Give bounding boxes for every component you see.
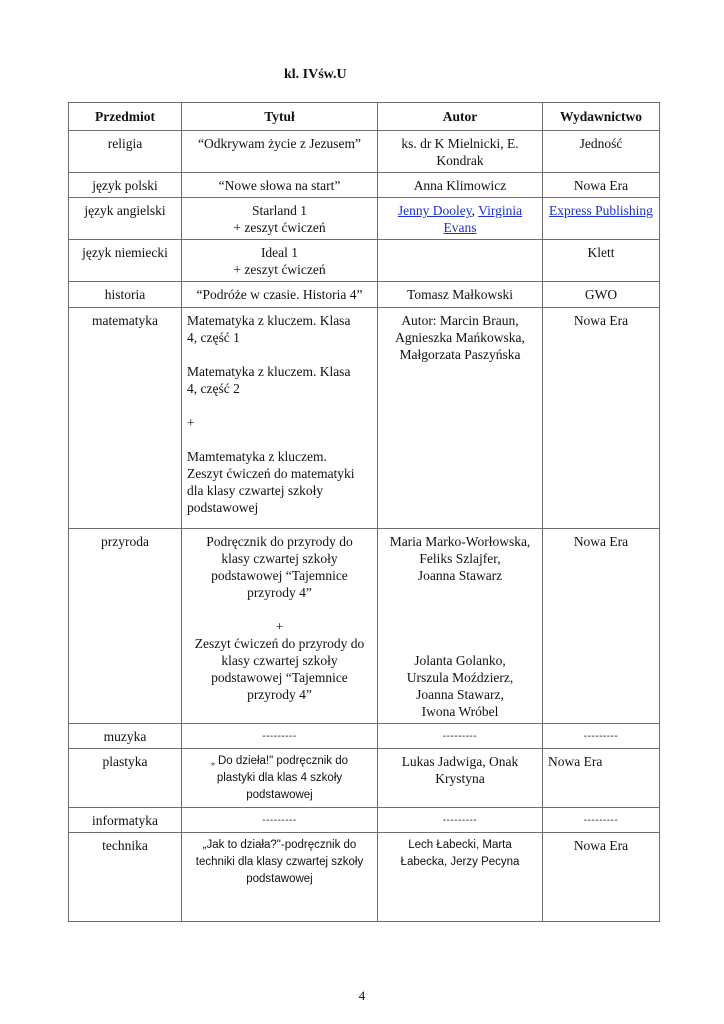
publisher-cell: Nowa Era	[543, 833, 660, 922]
author-line: Joanna Stawarz,	[416, 687, 504, 702]
title-cell	[182, 833, 378, 922]
title-line: Podręcznik do przyrody do	[206, 534, 353, 549]
author-cell	[378, 749, 543, 808]
title-line: podstawowej	[187, 500, 259, 515]
publisher-link[interactable]: Express Publishing	[549, 203, 653, 218]
title-line: Ideal 1	[260, 245, 299, 260]
title-cell	[182, 198, 378, 240]
publisher-cell: ---------	[543, 808, 660, 833]
publisher-cell: Nowa Era	[543, 173, 660, 198]
publisher-cell: Nowa Era	[543, 529, 660, 724]
title-line: klasy czwartej szkoły	[221, 653, 338, 668]
author-cell	[378, 833, 543, 922]
author-cell: ---------	[378, 808, 543, 833]
author-line: Joanna Stawarz	[417, 568, 503, 583]
author-cell	[378, 173, 543, 198]
table-header-row	[69, 103, 660, 131]
author-line: Jolanta Golanko,	[414, 653, 506, 668]
title-cell: ---------	[182, 808, 378, 833]
publisher-cell	[543, 198, 660, 240]
title-cell	[182, 131, 378, 173]
title-cell	[182, 173, 378, 198]
author-cell	[378, 131, 543, 173]
title-line: Starland 1	[251, 203, 308, 218]
table-row	[69, 749, 660, 808]
author-line: Małgorzata Paszyńska	[399, 347, 521, 362]
title-line: plastyki dla klas 4 szkoły	[216, 772, 343, 784]
title-line: + zeszyt ćwiczeń	[233, 262, 326, 277]
subject-cell: przyroda	[69, 529, 182, 724]
subject-cell: język polski	[69, 173, 182, 198]
table-row	[69, 529, 660, 724]
table-row	[69, 282, 660, 308]
table-row	[69, 131, 660, 173]
author-cell	[378, 308, 543, 529]
title-line: Matematyka z kluczem. Klasa	[187, 313, 351, 328]
author-line: ks. dr K Mielnicki, E.	[401, 136, 519, 151]
author-cell: ---------	[378, 724, 543, 749]
title-line: podstawowej “Tajemnice	[211, 670, 348, 685]
author-link-virginia-evans-cont[interactable]: Evans	[443, 220, 477, 235]
title-line: 4, część 1	[187, 330, 240, 345]
textbook-table	[68, 102, 660, 922]
author-line: Autor: Marcin Braun,	[401, 313, 519, 328]
author-line: Urszula Moździerz,	[406, 670, 514, 685]
table-row	[69, 240, 660, 282]
title-line: +	[187, 415, 195, 430]
title-line: podstawowej	[246, 873, 313, 885]
author-line: Feliks Szlajfer,	[419, 551, 501, 566]
table-row	[69, 308, 660, 529]
title-line: + zeszyt ćwiczeń	[233, 220, 326, 235]
publisher-cell: Nowa Era	[543, 749, 660, 808]
publisher-cell: ---------	[543, 724, 660, 749]
table-row	[69, 173, 660, 198]
publisher-cell: Nowa Era	[543, 308, 660, 529]
title-line: „ Do dzieła!" podręcznik do	[210, 755, 349, 767]
title-cell	[182, 282, 378, 308]
publisher-cell: GWO	[543, 282, 660, 308]
title-line: 4, część 2	[187, 381, 240, 396]
author-link-jenny-dooley[interactable]: Jenny Dooley	[397, 203, 472, 218]
subject-cell: plastyka	[69, 749, 182, 808]
header-subject: Przedmiot	[69, 103, 182, 131]
title-line: Zeszyt ćwiczeń do przyrody do	[194, 636, 365, 651]
title-line: „Jak to działa?"-podręcznik do	[202, 839, 357, 851]
document-title: kl. IVśw.U	[284, 67, 347, 82]
author-line: Lech Łabecki, Marta	[408, 839, 512, 851]
publisher-cell: Jedność	[543, 131, 660, 173]
subject-cell: technika	[69, 833, 182, 922]
page-number: 4	[358, 988, 366, 1003]
title-line: Matematyka z kluczem. Klasa	[187, 364, 351, 379]
header-title: Tytuł	[182, 103, 378, 131]
author-line: Krystyna	[435, 771, 485, 786]
title-line: podstawowej	[246, 789, 313, 801]
title-line: “Odkrywam życie z Jezusem”	[197, 136, 362, 151]
title-cell	[182, 529, 378, 724]
header-publisher: Wydawnictwo	[543, 103, 660, 131]
author-line: Kondrak	[436, 153, 484, 168]
title-line: podstawowej “Tajemnice	[211, 568, 348, 583]
title-line: przyrody 4”	[247, 687, 312, 702]
title-cell: ---------	[182, 724, 378, 749]
title-line: +	[275, 619, 284, 634]
title-line: “Podróże w czasie. Historia 4”	[196, 287, 363, 302]
subject-cell: muzyka	[69, 724, 182, 749]
author-line: Lukas Jadwiga, Onak	[401, 754, 519, 769]
title-line: dla klasy czwartej szkoły	[187, 483, 324, 498]
title-line: przyrody 4”	[247, 585, 312, 600]
author-cell: Jenny Dooley, Virginia Evans	[378, 198, 543, 240]
author-link-virginia-evans[interactable]: Virginia	[478, 203, 523, 218]
author-line: Agnieszka Mańkowska,	[395, 330, 525, 345]
publisher-cell: Klett	[543, 240, 660, 282]
title-line: Mamtematyka z kluczem.	[187, 449, 327, 464]
author-line: Tomasz Małkowski	[407, 287, 513, 302]
subject-cell: język niemiecki	[69, 240, 182, 282]
subject-cell: informatyka	[69, 808, 182, 833]
author-line: Iwona Wróbel	[421, 704, 499, 719]
title-cell	[182, 308, 378, 529]
author-line: Anna Klimowicz	[413, 178, 507, 193]
author-line: Maria Marko-Worłowska,	[389, 534, 531, 549]
title-line: Zeszyt ćwiczeń do matematyki	[187, 466, 355, 481]
author-line: Łabecka, Jerzy Pecyna	[400, 856, 520, 868]
table-row	[69, 198, 660, 240]
author-cell	[378, 240, 543, 282]
subject-cell: religia	[69, 131, 182, 173]
title-line: techniki dla klasy czwartej szkoły	[195, 856, 364, 868]
title-line: klasy czwartej szkoły	[221, 551, 338, 566]
header-author: Autor	[378, 103, 543, 131]
author-cell	[378, 282, 543, 308]
subject-cell: matematyka	[69, 308, 182, 529]
subject-cell: język angielski	[69, 198, 182, 240]
author-cell	[378, 529, 543, 724]
table-row	[69, 724, 660, 749]
title-line: “Nowe słowa na start”	[218, 178, 341, 193]
table-row	[69, 808, 660, 833]
title-cell	[182, 240, 378, 282]
subject-cell: historia	[69, 282, 182, 308]
table-row	[69, 833, 660, 922]
title-cell	[182, 749, 378, 808]
